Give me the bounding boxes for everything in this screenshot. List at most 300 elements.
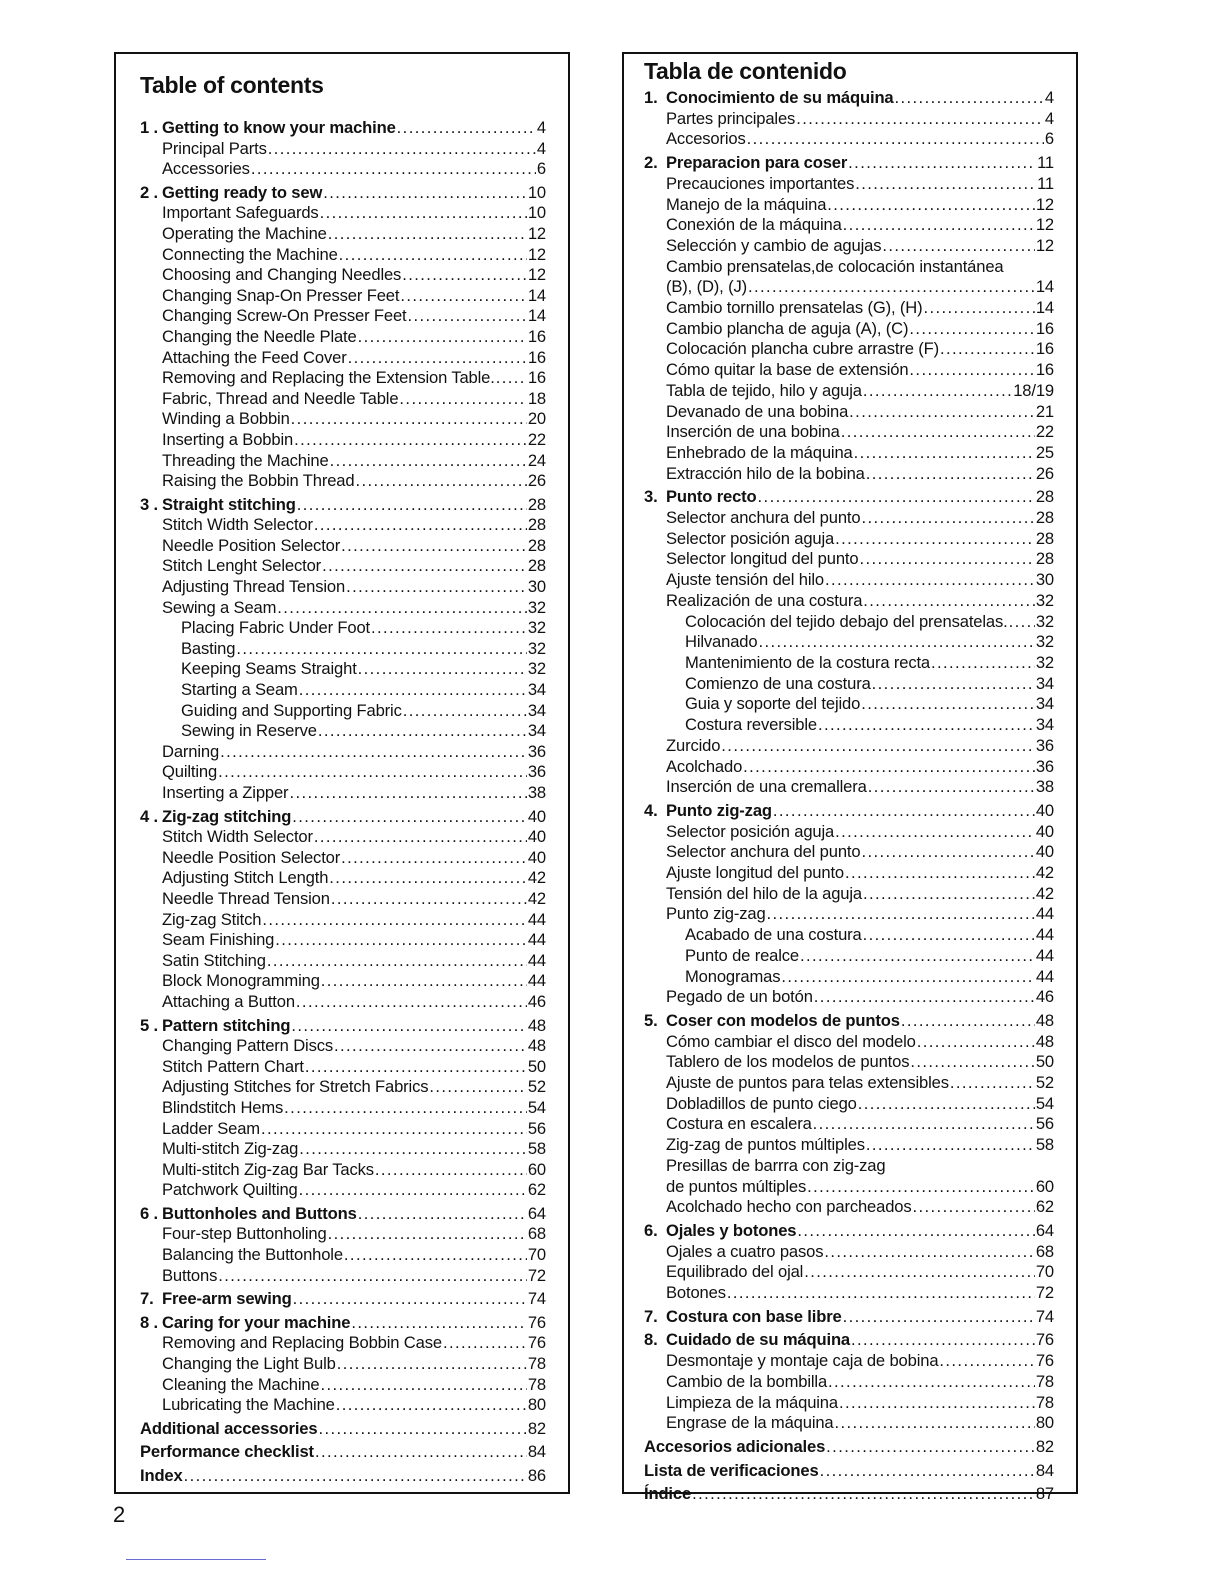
toc-page-number: 6 (1044, 129, 1054, 149)
toc-entry (140, 868, 546, 889)
toc-page-number: 82 (527, 1418, 546, 1438)
toc-page-number: 16 (527, 347, 546, 367)
toc-entry (644, 1437, 1054, 1458)
toc-leader-dots (375, 1160, 527, 1181)
toc-leader-dots (314, 827, 527, 848)
toc-entry (644, 1283, 1054, 1304)
toc-entry (644, 653, 1054, 674)
toc-entry (140, 701, 546, 722)
toc-leader-dots (818, 715, 1035, 736)
toc-page-number: 28 (1035, 508, 1054, 528)
toc-entry-label: Partes principales (666, 108, 796, 128)
toc-leader-dots (861, 842, 1034, 863)
toc-entry (644, 236, 1054, 257)
toc-leader-dots (322, 556, 527, 577)
toc-page-number: 34 (1035, 715, 1054, 735)
toc-entry (644, 257, 1054, 278)
toc-leader-dots (346, 577, 527, 598)
toc-leader-dots (826, 1437, 1035, 1458)
toc-page-number: 34 (527, 721, 546, 741)
toc-entry-label: Cambio tornillo prensatelas (G), (H) (666, 298, 923, 318)
toc-entry (140, 618, 546, 639)
toc-entry (644, 381, 1054, 402)
toc-leader-dots (797, 1221, 1034, 1242)
toc-entry-label: Lubricating the Machine (162, 1395, 335, 1415)
toc-entry (644, 884, 1054, 905)
toc-leader-dots (299, 680, 527, 701)
toc-entry (644, 1393, 1054, 1414)
toc-section (140, 1313, 546, 1334)
toc-page-number: 22 (527, 429, 546, 449)
spanish-toc-title: Tabla de contenido (644, 58, 847, 84)
toc-leader-dots (839, 1393, 1035, 1414)
toc-entry (140, 783, 546, 804)
toc-page-number: 80 (527, 1395, 546, 1415)
toc-entry-label: Manejo de la máquina (666, 194, 827, 214)
toc-entry-label: Getting ready to sew (162, 182, 323, 202)
toc-entry-label: Conexión de la máquina (666, 215, 842, 235)
toc-leader-dots (299, 1180, 527, 1201)
toc-page-number: 56 (1035, 1114, 1054, 1134)
toc-entry (644, 1413, 1054, 1434)
toc-page-number: 30 (527, 577, 546, 597)
toc-page-number: 44 (527, 950, 546, 970)
toc-leader-dots (828, 1372, 1035, 1393)
toc-entry (644, 1351, 1054, 1372)
toc-leader-dots (824, 1242, 1034, 1263)
toc-leader-dots (743, 757, 1035, 778)
toc-entry-label: Punto zig-zag (666, 904, 766, 924)
toc-entry (140, 306, 546, 327)
toc-page-number: 32 (527, 618, 546, 638)
toc-page-number: 30 (1035, 570, 1054, 590)
toc-page-number: 16 (527, 326, 546, 346)
toc-page-number: 50 (1035, 1052, 1054, 1072)
spanish-toc-list (644, 88, 1054, 1505)
toc-page-number: 64 (1035, 1220, 1054, 1240)
toc-leader-dots (321, 1375, 527, 1396)
toc-entry-label: Selector anchura del punto (666, 842, 861, 862)
toc-entry (644, 1114, 1054, 1135)
toc-entry-label: Ajuste longitud del punto (666, 863, 844, 883)
toc-entry-label: Stitch Pattern Chart (162, 1056, 304, 1076)
toc-page-number: 58 (527, 1139, 546, 1159)
toc-entry (644, 1461, 1054, 1482)
toc-page-number: 4 (1044, 108, 1054, 128)
toc-entry-label: Ojales y botones (666, 1220, 797, 1240)
toc-section (644, 1221, 1054, 1242)
toc-leader-dots (336, 1395, 527, 1416)
toc-page-number: 87 (1035, 1484, 1054, 1504)
toc-page-number: 4 (536, 118, 546, 137)
toc-leader-dots (337, 1354, 527, 1375)
toc-entry (140, 639, 546, 660)
toc-entry-label: Sewing in Reserve (181, 721, 317, 741)
english-toc-list (140, 118, 546, 1487)
toc-entry-label: Fabric, Thread and Needle Table (162, 388, 399, 408)
toc-page-number: 26 (527, 471, 546, 491)
toc-leader-dots (848, 153, 1036, 174)
toc-page-number: 12 (527, 265, 546, 285)
toc-entry (140, 889, 546, 910)
toc-leader-dots (236, 639, 527, 660)
toc-page-number: 40 (527, 806, 546, 826)
toc-leader-dots (292, 807, 527, 828)
toc-entry-label: Colocación plancha cubre arrastre (F) (666, 339, 939, 359)
toc-leader-dots (855, 174, 1036, 195)
toc-leader-dots (355, 471, 526, 492)
toc-entry-label: Zurcido (666, 735, 721, 755)
toc-page-number: 36 (1035, 756, 1054, 776)
toc-entry (140, 203, 546, 224)
toc-page-number: 48 (1035, 1010, 1054, 1030)
toc-entry-label: Cleaning the Machine (162, 1374, 320, 1394)
toc-entry (644, 1052, 1054, 1073)
toc-entry (140, 1375, 546, 1396)
toc-entry (140, 577, 546, 598)
toc-page-number: 32 (1035, 632, 1054, 652)
toc-page-number: 21 (1035, 401, 1054, 421)
toc-entry-label: Blindstitch Hems (162, 1097, 284, 1117)
toc-leader-dots (843, 1307, 1035, 1328)
toc-page-number: 18/19 (1013, 380, 1054, 400)
toc-page-number: 54 (527, 1097, 546, 1117)
toc-entry-label: Punto de realce (685, 945, 799, 965)
toc-leader-dots (835, 822, 1035, 843)
toc-leader-dots (910, 1052, 1034, 1073)
toc-leader-dots (843, 215, 1035, 236)
toc-leader-dots (315, 1442, 527, 1463)
toc-entry (140, 680, 546, 701)
toc-entry-label: Basting (181, 638, 236, 658)
toc-section (644, 1330, 1054, 1351)
toc-leader-dots (863, 381, 1012, 402)
toc-leader-dots (294, 430, 527, 451)
toc-page-number: 34 (527, 680, 546, 700)
toc-page-number: 48 (527, 1036, 546, 1056)
toc-entry (140, 451, 546, 472)
toc-leader-dots (321, 971, 527, 992)
toc-entry (140, 1077, 546, 1098)
toc-leader-dots (402, 265, 527, 286)
toc-section-number: 6 . (140, 1203, 158, 1223)
toc-leader-dots (804, 1262, 1035, 1283)
toc-entry-label: Raising the Bobbin Thread (162, 471, 355, 491)
toc-entry-label: Darning (162, 741, 220, 761)
toc-leader-dots (931, 653, 1035, 674)
toc-leader-dots (218, 1266, 527, 1287)
toc-section-number: 8. (644, 1330, 658, 1350)
toc-leader-dots (813, 1114, 1035, 1135)
toc-leader-dots (358, 659, 527, 680)
toc-page-number: 42 (527, 868, 546, 888)
toc-page-number: 40 (527, 847, 546, 867)
toc-page-number: 74 (527, 1289, 546, 1309)
toc-leader-dots (747, 129, 1044, 150)
toc-entry-label: Changing the Needle Plate (162, 326, 357, 346)
toc-entry-label: Acolchado hecho con parcheados (666, 1197, 912, 1217)
toc-entry-label: Needle Thread Tension (162, 888, 330, 908)
toc-page-number: 52 (1035, 1073, 1054, 1093)
toc-entry-label: Inserción de una cremallera (666, 777, 867, 797)
toc-entry-label: Selector posición aguja (666, 528, 835, 548)
toc-entry (644, 422, 1054, 443)
toc-leader-dots (330, 451, 527, 472)
toc-entry-label: Adjusting Stitch Length (162, 868, 329, 888)
toc-entry-label: Operating the Machine (162, 223, 327, 243)
toc-leader-dots (348, 348, 527, 369)
toc-page-number: 74 (1035, 1306, 1054, 1326)
toc-page-number: 22 (1035, 422, 1054, 442)
toc-entry-label: Inserting a Zipper (162, 783, 289, 802)
toc-section (644, 88, 1054, 109)
toc-section-number: 1. (644, 88, 658, 107)
toc-entry-label: Costura en escalera (666, 1114, 812, 1134)
toc-leader-dots (827, 195, 1035, 216)
toc-entry (140, 721, 546, 742)
toc-page-number: 20 (527, 409, 546, 429)
toc-entry (644, 1197, 1054, 1218)
toc-entry (644, 360, 1054, 381)
toc-page-number: 78 (1035, 1371, 1054, 1391)
toc-leader-dots (284, 1098, 527, 1119)
toc-leader-dots (901, 1011, 1035, 1032)
toc-page-number: 14 (1035, 298, 1054, 318)
spanish-toc-box (622, 52, 1078, 1504)
toc-leader-dots (299, 1139, 527, 1160)
toc-entry-label: Satin Stitching (162, 950, 266, 970)
toc-page-number: 12 (527, 244, 546, 264)
toc-entry (140, 992, 546, 1013)
toc-entry (644, 174, 1054, 195)
toc-entry-label: Principal Parts (162, 138, 267, 158)
toc-entry-label: Cambio prensatelas,de colocación instantánea (666, 256, 1004, 276)
toc-page-number: 28 (1035, 528, 1054, 548)
toc-leader-dots (291, 409, 527, 430)
toc-page-number: 54 (1035, 1093, 1054, 1113)
toc-entry (644, 674, 1054, 695)
toc-entry-label: Selector longitud del punto (666, 549, 859, 569)
toc-entry-label: Selector posición aguja (666, 821, 835, 841)
toc-leader-dots (841, 422, 1035, 443)
toc-leader-dots (859, 549, 1034, 570)
toc-leader-dots (913, 1197, 1035, 1218)
toc-leader-dots (293, 1289, 527, 1310)
toc-leader-dots (835, 529, 1035, 550)
toc-entry (140, 1266, 546, 1287)
toc-entry-label: Accesorios (666, 129, 746, 149)
page-number: 2 (113, 1502, 126, 1527)
toc-page-number: 28 (527, 556, 546, 576)
toc-entry-label: Cómo cambiar el disco del modelo (666, 1031, 916, 1051)
toc-entry-label: Acolchado (666, 756, 743, 776)
toc-leader-dots (758, 487, 1035, 508)
toc-section (644, 1011, 1054, 1032)
toc-page-number: 44 (1035, 945, 1054, 965)
toc-entry-label: Ajuste tensión del hilo (666, 570, 824, 590)
toc-entry-label: Devanado de una bobina (666, 401, 849, 421)
toc-entry-label: Engrase de la máquina (666, 1413, 834, 1433)
toc-entry-label: Additional accessories (140, 1418, 318, 1438)
toc-leader-dots (909, 360, 1034, 381)
toc-section (140, 183, 546, 204)
toc-leader-dots (341, 536, 527, 557)
toc-page-number: 76 (1035, 1330, 1054, 1350)
toc-entry-label: Buttons (162, 1265, 218, 1285)
toc-page-number: 16 (527, 368, 546, 388)
toc-entry-label: Selección y cambio de agujas (666, 235, 882, 255)
toc-entry-label: Zig-zag stitching (162, 806, 292, 826)
toc-entry (140, 1354, 546, 1375)
toc-page-number: 32 (1035, 590, 1054, 610)
toc-entry-label: Index (140, 1466, 183, 1485)
toc-page-number: 82 (1035, 1437, 1054, 1456)
toc-section (140, 118, 546, 139)
toc-entry-label: Extracción hilo de la bobina (666, 463, 865, 483)
toc-entry-label: Punto recto (666, 487, 757, 507)
toc-entry-label: Performance checklist (140, 1442, 314, 1462)
toc-page-number: 84 (527, 1442, 546, 1462)
toc-leader-dots (866, 464, 1035, 485)
toc-page-number: 28 (1035, 549, 1054, 569)
toc-section-number: 3. (644, 487, 658, 507)
toc-entry-label: Changing Snap-On Presser Feet (162, 285, 400, 305)
toc-leader-dots (861, 694, 1035, 715)
toc-entry (644, 277, 1054, 298)
toc-section-number: 7. (644, 1306, 658, 1326)
toc-entry (644, 1484, 1054, 1505)
toc-leader-dots (825, 570, 1035, 591)
toc-leader-dots (403, 701, 527, 722)
toc-page-number: 12 (527, 223, 546, 243)
toc-entry-label: Adjusting Stitches for Stretch Fabrics (162, 1077, 429, 1097)
toc-entry-label: Costura con base libre (666, 1306, 842, 1326)
toc-entry (644, 842, 1054, 863)
toc-page-number: 78 (527, 1354, 546, 1374)
toc-page-number: 11 (1037, 153, 1054, 173)
toc-page-number: 14 (1035, 277, 1054, 297)
toc-leader-dots (727, 1283, 1035, 1304)
toc-entry (140, 1139, 546, 1160)
toc-entry (644, 1032, 1054, 1053)
toc-leader-dots (408, 306, 527, 327)
toc-leader-dots (496, 368, 527, 389)
toc-entry (140, 327, 546, 348)
toc-entry-label: Needle Position Selector (162, 535, 341, 555)
toc-leader-dots (341, 848, 527, 869)
toc-entry (140, 827, 546, 848)
toc-entry-label: Ladder Seam (162, 1118, 260, 1138)
toc-page-number: 44 (1035, 966, 1054, 986)
toc-entry-label: Removing and Replacing the Extension Table. (162, 368, 495, 388)
toc-entry-label: Dobladillos de punto ciego (666, 1093, 857, 1113)
toc-entry (644, 1073, 1054, 1094)
toc-leader-dots (835, 1413, 1035, 1434)
toc-entry (644, 715, 1054, 736)
toc-entry (644, 736, 1054, 757)
toc-entry-label: Multi-stitch Zig-zag (162, 1139, 299, 1159)
toc-entry (140, 1333, 546, 1354)
toc-leader-dots (939, 1351, 1034, 1372)
toc-page-number: 32 (1035, 652, 1054, 672)
toc-entry-label: Pegado de un botón (666, 987, 813, 1007)
toc-entry (140, 1395, 546, 1416)
toc-section (140, 807, 546, 828)
toc-section-number: 5 . (140, 1015, 158, 1035)
toc-entry-label: Realización de una costura (666, 590, 863, 610)
toc-entry (140, 1180, 546, 1201)
toc-entry (140, 762, 546, 783)
toc-page-number: 26 (1035, 463, 1054, 483)
toc-entry-label: Patchwork Quilting (162, 1180, 298, 1200)
footer-rule (126, 1559, 266, 1560)
toc-page-number: 48 (1035, 1031, 1054, 1051)
toc-leader-dots (344, 1245, 527, 1266)
toc-leader-dots (397, 118, 536, 139)
toc-entry-label: Sewing a Seam (162, 597, 277, 617)
toc-section-number: 8 . (140, 1312, 158, 1332)
toc-page-number: 62 (527, 1180, 546, 1200)
toc-page-number: 76 (1035, 1351, 1054, 1371)
toc-entry-label: Winding a Bobbin (162, 409, 290, 429)
toc-leader-dots (314, 515, 527, 536)
toc-entry (140, 1466, 546, 1487)
toc-leader-dots (773, 801, 1035, 822)
toc-entry (644, 339, 1054, 360)
toc-entry (644, 967, 1054, 988)
toc-page-number: 28 (527, 535, 546, 555)
toc-entry-label: Equilibrado del ojal (666, 1262, 804, 1282)
toc-entry-label: Accesorios adicionales (644, 1437, 826, 1456)
toc-leader-dots (328, 224, 527, 245)
toc-entry (644, 694, 1054, 715)
toc-entry-label: Precauciones importantes (666, 173, 855, 193)
toc-entry-label: Mantenimiento de la costura recta (685, 652, 931, 672)
toc-page-number: 72 (1035, 1283, 1054, 1303)
toc-entry (140, 536, 546, 557)
toc-entry (140, 1442, 546, 1463)
toc-entry (644, 298, 1054, 319)
toc-page-number: 10 (527, 203, 546, 223)
toc-entry-label: Zig-zag de puntos múltiples (666, 1135, 865, 1155)
toc-leader-dots (358, 327, 527, 348)
toc-entry (140, 951, 546, 972)
toc-page-number: 48 (527, 1015, 546, 1035)
toc-leader-dots (277, 598, 527, 619)
toc-leader-dots (289, 783, 526, 804)
toc-entry (644, 109, 1054, 130)
toc-page-number: 46 (527, 991, 546, 1011)
toc-leader-dots (781, 967, 1034, 988)
toc-page-number: 44 (527, 930, 546, 950)
toc-leader-dots (863, 591, 1035, 612)
toc-leader-dots (767, 904, 1035, 925)
toc-page-number: 86 (527, 1466, 546, 1485)
toc-entry (140, 471, 546, 492)
english-toc-box (114, 52, 570, 1494)
toc-page-number: 62 (1035, 1197, 1054, 1217)
toc-leader-dots (909, 319, 1034, 340)
toc-entry-label: Enhebrado de la máquina (666, 442, 853, 462)
toc-entry-label: Placing Fabric Under Foot (181, 618, 371, 638)
toc-entry (644, 1094, 1054, 1115)
toc-entry (140, 430, 546, 451)
toc-leader-dots (318, 1419, 526, 1440)
toc-section-number: 6. (644, 1220, 658, 1240)
toc-page-number: 84 (1035, 1460, 1054, 1480)
toc-page-number: 64 (527, 1203, 546, 1223)
toc-entry-label: Cómo quitar la base de extensión (666, 360, 909, 380)
